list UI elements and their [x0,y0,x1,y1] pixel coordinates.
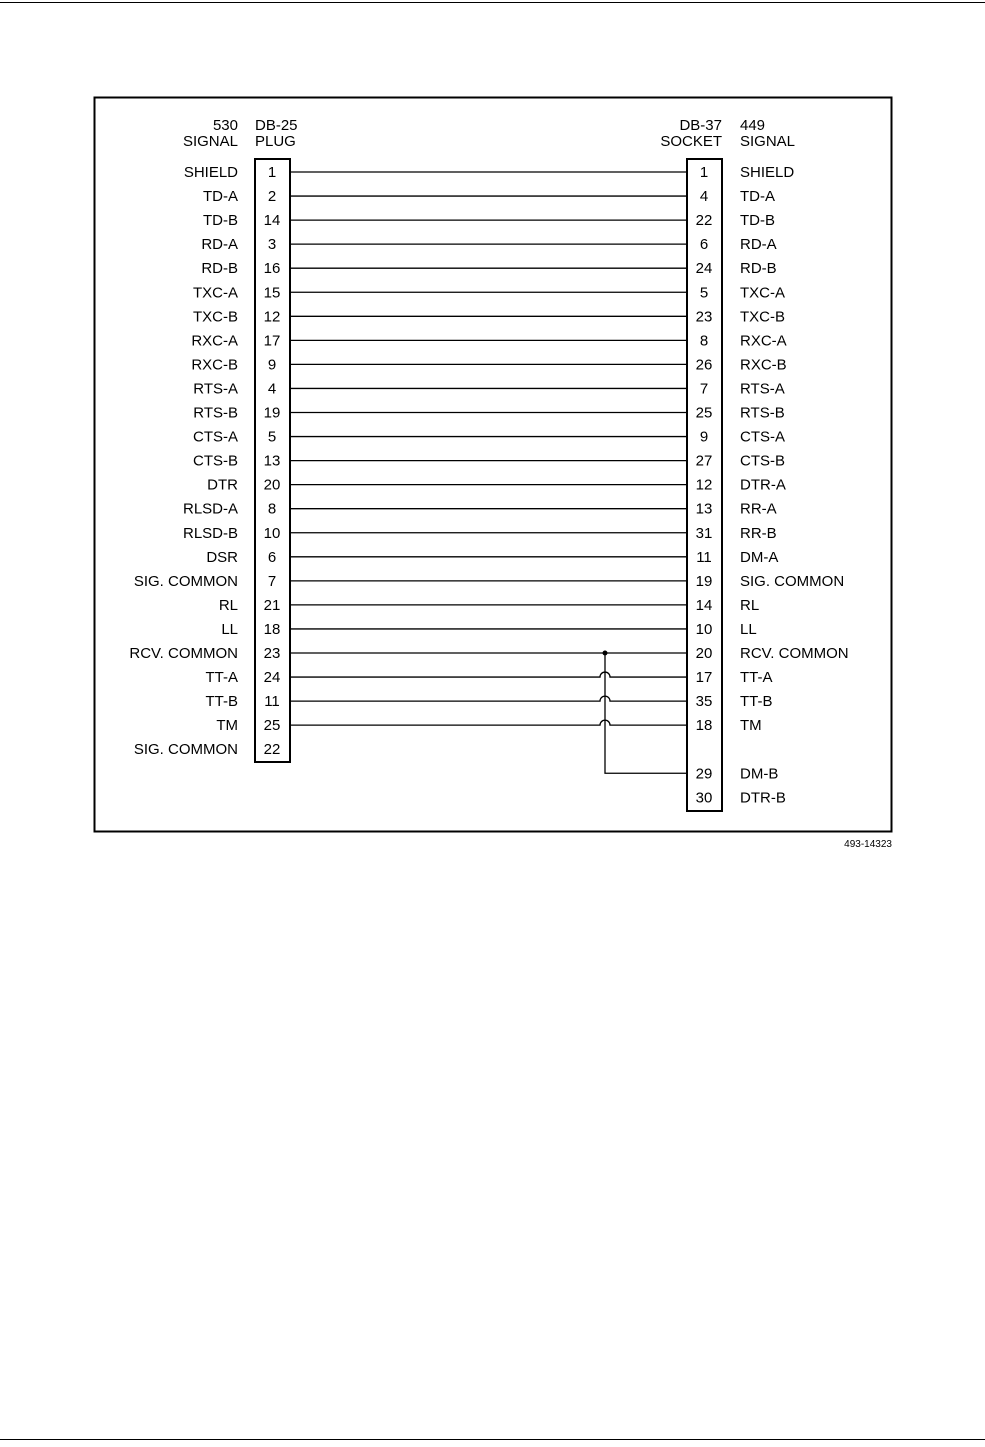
left-signal-label: RD-A [201,236,238,254]
right-pin-number: 4 [699,188,709,206]
right-connector-name-2: SOCKET [660,133,722,150]
right-pin-number: 13 [695,500,713,518]
right-pin-number: 12 [695,476,713,494]
left-signal-label: RTS-A [193,380,238,398]
left-pin-number: 19 [263,404,281,422]
left-signal-label: RLSD-B [182,524,238,542]
left-signal-label: RTS-B [193,404,238,422]
right-pin-number: 26 [695,356,713,374]
wire-group [290,172,687,773]
wire-with-crossover [290,672,687,677]
right-pin-number: 14 [695,596,713,614]
figure-id: 493-14323 [844,839,892,850]
right-signal-label: RTS-B [740,404,785,422]
left-signal-label: SHIELD [183,164,238,181]
right-pin-number: 29 [695,765,713,783]
right-signal-label: TM [740,717,762,735]
left-pin-number: 7 [267,572,277,590]
left-pin-number: 6 [267,548,277,566]
left-pin-labels [129,164,280,758]
right-signal-label: RXC-B [740,356,787,374]
left-pin-number: 24 [263,669,281,687]
right-signal-header-2: SIGNAL [740,133,796,150]
right-signal-label: DM-B [740,765,779,783]
left-pin-number: 20 [263,476,281,494]
right-pin-number: 9 [699,428,709,446]
left-pin-number: 22 [263,741,281,759]
right-signal-label: RXC-A [740,332,787,350]
right-pin-number: 11 [696,548,712,566]
left-signal-label: TT-A [205,669,238,687]
right-signal-label: DTR-A [740,476,786,494]
right-signal-label: RD-A [740,236,777,254]
right-pin-labels [696,164,849,806]
left-pin-number: 13 [263,452,281,470]
left-signal-label: LL [221,620,238,638]
left-connector-name-1: DB-25 [255,117,298,134]
common-branch-wire [605,653,687,773]
left-signal-header-2: SIGNAL [182,133,238,150]
left-signal-label: TD-B [203,212,238,230]
left-pin-number: 3 [267,236,277,254]
left-pin-number: 12 [263,308,281,326]
left-signal-label: RXC-A [191,332,238,350]
left-signal-label: RLSD-A [182,500,238,518]
left-signal-label: TM [216,717,238,735]
left-signal-label: CTS-B [193,452,238,470]
left-pin-number: 11 [264,693,280,711]
right-pin-number: 25 [695,404,713,422]
left-pin-number: 25 [263,717,281,735]
right-connector-name-1: DB-37 [679,117,722,134]
right-pin-number: 5 [699,284,709,302]
right-signal-label: RR-B [740,524,777,542]
right-pin-number: 35 [695,693,713,711]
right-signal-label: RTS-A [740,380,785,398]
left-pin-number: 14 [263,212,281,230]
left-signal-label: RCV. COMMON [129,645,238,662]
left-signal-label: SIG. COMMON [133,572,238,590]
right-pin-number: 27 [695,452,713,470]
left-pin-number: 8 [267,500,277,518]
left-pin-number: 2 [267,188,277,206]
right-signal-label: TXC-B [740,308,785,326]
left-pin-number: 21 [263,596,281,614]
left-signal-label: TD-A [203,188,238,206]
left-signal-header-1: 530 [212,117,238,134]
right-signal-label: DTR-B [740,789,786,807]
left-signal-label: RL [218,596,238,614]
left-signal-label: RD-B [201,260,238,278]
left-pin-number: 16 [263,260,281,278]
right-signal-label: TD-A [740,188,775,206]
right-signal-label: RCV. COMMON [740,645,849,662]
left-connector-name-2: PLUG [255,133,296,150]
right-signal-label: TD-B [740,212,775,230]
left-pin-number: 4 [267,380,277,398]
left-pin-number: 1 [267,164,277,181]
right-signal-header-1: 449 [740,117,766,134]
left-pin-number: 17 [263,332,281,350]
left-signal-label: SIG. COMMON [133,741,238,759]
wire-with-crossover [290,696,687,701]
right-signal-label: SIG. COMMON [740,572,845,590]
left-pin-number: 18 [263,620,281,638]
right-signal-label: TT-A [740,669,773,687]
left-signal-label: TXC-A [193,284,238,302]
right-pin-number: 23 [695,308,713,326]
right-signal-label: RD-B [740,260,777,278]
left-signal-label: TT-B [205,693,238,711]
wire-with-crossover [290,720,687,725]
right-pin-number: 19 [695,572,713,590]
right-pin-number: 31 [695,524,713,542]
right-signal-label: SHIELD [740,164,795,181]
right-pin-number: 24 [695,260,713,278]
left-signal-label: CTS-A [193,428,238,446]
right-pin-number: 20 [695,645,713,662]
right-pin-number: 10 [695,620,713,638]
left-pin-number: 15 [263,284,281,302]
right-pin-number: 6 [699,236,709,254]
junction-dot [603,651,608,656]
left-signal-label: TXC-B [193,308,238,326]
right-signal-label: TT-B [740,693,773,711]
left-signal-label: DSR [206,548,238,566]
right-pin-number: 18 [695,717,713,735]
right-pin-number: 30 [695,789,713,807]
left-pin-number: 9 [267,356,277,374]
right-signal-label: CTS-B [740,452,785,470]
left-pin-number: 23 [263,645,281,662]
left-signal-label: RXC-B [191,356,238,374]
right-signal-label: CTS-A [740,428,785,446]
right-pin-number: 22 [695,212,713,230]
right-signal-label: RL [740,596,760,614]
right-pin-number: 1 [699,164,709,181]
left-signal-label: DTR [207,476,238,494]
left-pin-number: 5 [267,428,277,446]
right-signal-label: TXC-A [740,284,785,302]
right-signal-label: RR-A [740,500,777,518]
left-pin-number: 10 [263,524,281,542]
right-pin-number: 8 [699,332,709,350]
right-pin-number: 7 [699,380,709,398]
right-signal-label: DM-A [740,548,779,566]
right-signal-label: LL [740,620,757,638]
right-pin-number: 17 [695,669,713,687]
